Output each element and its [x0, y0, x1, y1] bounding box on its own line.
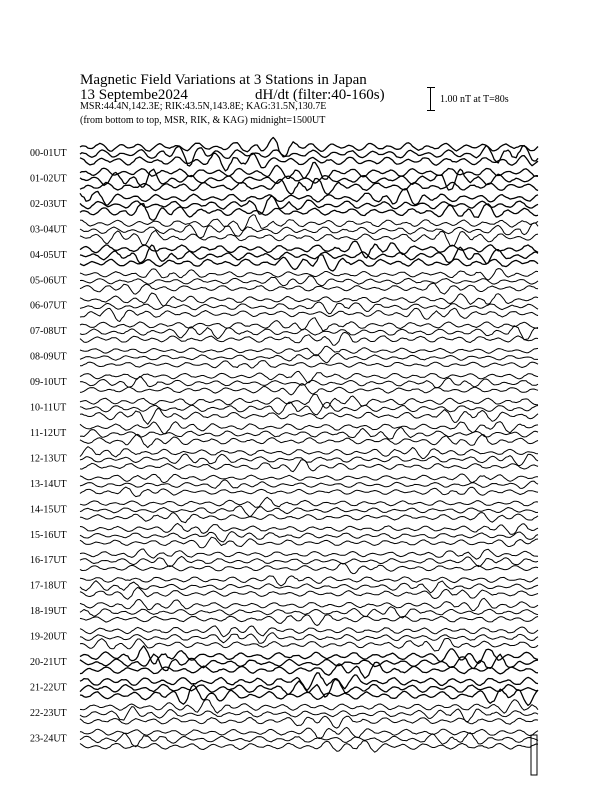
trace-kag	[80, 318, 538, 331]
trace-rik	[80, 633, 538, 644]
hour-label: 04-05UT	[30, 249, 67, 261]
hour-label: 19-20UT	[30, 631, 67, 643]
trace-kag	[80, 474, 538, 483]
trace-msr	[80, 587, 538, 599]
trace-msr	[80, 487, 538, 497]
trace-rik	[80, 402, 538, 415]
trace-msr	[80, 513, 538, 523]
trace-rik	[80, 353, 538, 363]
hour-label: 00-01UT	[30, 148, 67, 159]
trace-rik	[80, 556, 538, 566]
trace-msr	[80, 639, 538, 652]
hour-label: 20-21UT	[30, 657, 67, 668]
hour-label: 12-13UT	[30, 453, 67, 465]
trace-rik	[80, 532, 538, 542]
trace-msr	[80, 434, 538, 447]
hour-label: 14-15UT	[30, 504, 67, 516]
station-order-note: (from bottom to top, MSR, RIK, & KAG) midnight=1500UT	[80, 115, 326, 126]
hour-label: 06-07UT	[30, 300, 67, 312]
hour-label: 08-09UT	[30, 351, 67, 363]
hour-label: 13-14UT	[30, 478, 67, 490]
hour-label: 01-02UT	[30, 173, 67, 185]
chart-quantity: dH/dt (filter:40-160s)	[255, 87, 385, 103]
hour-label: 16-17UT	[30, 555, 67, 567]
trace-msr	[80, 615, 538, 626]
trace-msr	[80, 283, 538, 294]
hour-labels	[30, 148, 67, 744]
hour-label: 22-23UT	[30, 707, 67, 719]
trace-msr	[80, 361, 538, 368]
trace-msr	[80, 153, 538, 171]
trace-rik	[80, 276, 538, 286]
trace-msr	[80, 409, 538, 425]
trace-kag	[80, 673, 538, 691]
hour-label: 15-16UT	[30, 529, 67, 541]
trace-group	[80, 137, 538, 752]
trace-kag	[80, 189, 538, 205]
trace-msr	[80, 563, 538, 573]
hour-label: 18-19UT	[30, 606, 67, 618]
hour-label: 05-06UT	[30, 275, 67, 287]
trace-kag	[80, 700, 538, 714]
trace-kag	[80, 346, 538, 356]
trace-msr	[80, 384, 538, 395]
hour-label: 17-18UT	[30, 580, 67, 592]
hour-label: 10-11UT	[30, 402, 67, 414]
trace-rik	[80, 376, 538, 387]
trace-kag	[80, 598, 538, 610]
chart-date: 13 Septembe2024	[80, 87, 188, 103]
hour-label: 02-03UT	[30, 198, 67, 210]
hour-label: 21-22UT	[30, 682, 67, 694]
hour-label: 07-08UT	[30, 326, 67, 338]
trace-msr	[80, 332, 538, 345]
hour-label: 23-24UT	[30, 733, 67, 745]
trace-msr	[80, 179, 538, 195]
trace-rik	[80, 326, 538, 340]
hour-label: 03-04UT	[30, 224, 67, 236]
trace-msr	[80, 308, 538, 321]
trace-kag	[80, 497, 538, 507]
trace-kag	[80, 394, 538, 408]
trace-msr	[80, 230, 538, 246]
trace-kag	[80, 523, 538, 534]
station-coordinates: MSR:44.4N,142.3E; RIK:43.5N,143.8E; KAG:31.5N,130.7E	[80, 101, 327, 112]
trace-msr	[80, 741, 538, 752]
trace-kag	[80, 626, 538, 637]
trace-rik	[80, 223, 538, 238]
scale-label: 1.00 nT at T=80s	[440, 94, 509, 105]
end-marker	[531, 735, 537, 775]
chart-title: Magnetic Field Variations at 3 Stations in Japan	[80, 72, 367, 88]
hour-label: 11-12UT	[30, 427, 67, 439]
trace-msr	[80, 537, 538, 548]
trace-kag	[80, 293, 538, 306]
trace-rik	[80, 454, 538, 466]
trace-kag	[80, 269, 538, 281]
trace-msr	[80, 716, 538, 728]
trace-kag	[80, 447, 538, 459]
hour-label: 09-10UT	[30, 377, 67, 389]
